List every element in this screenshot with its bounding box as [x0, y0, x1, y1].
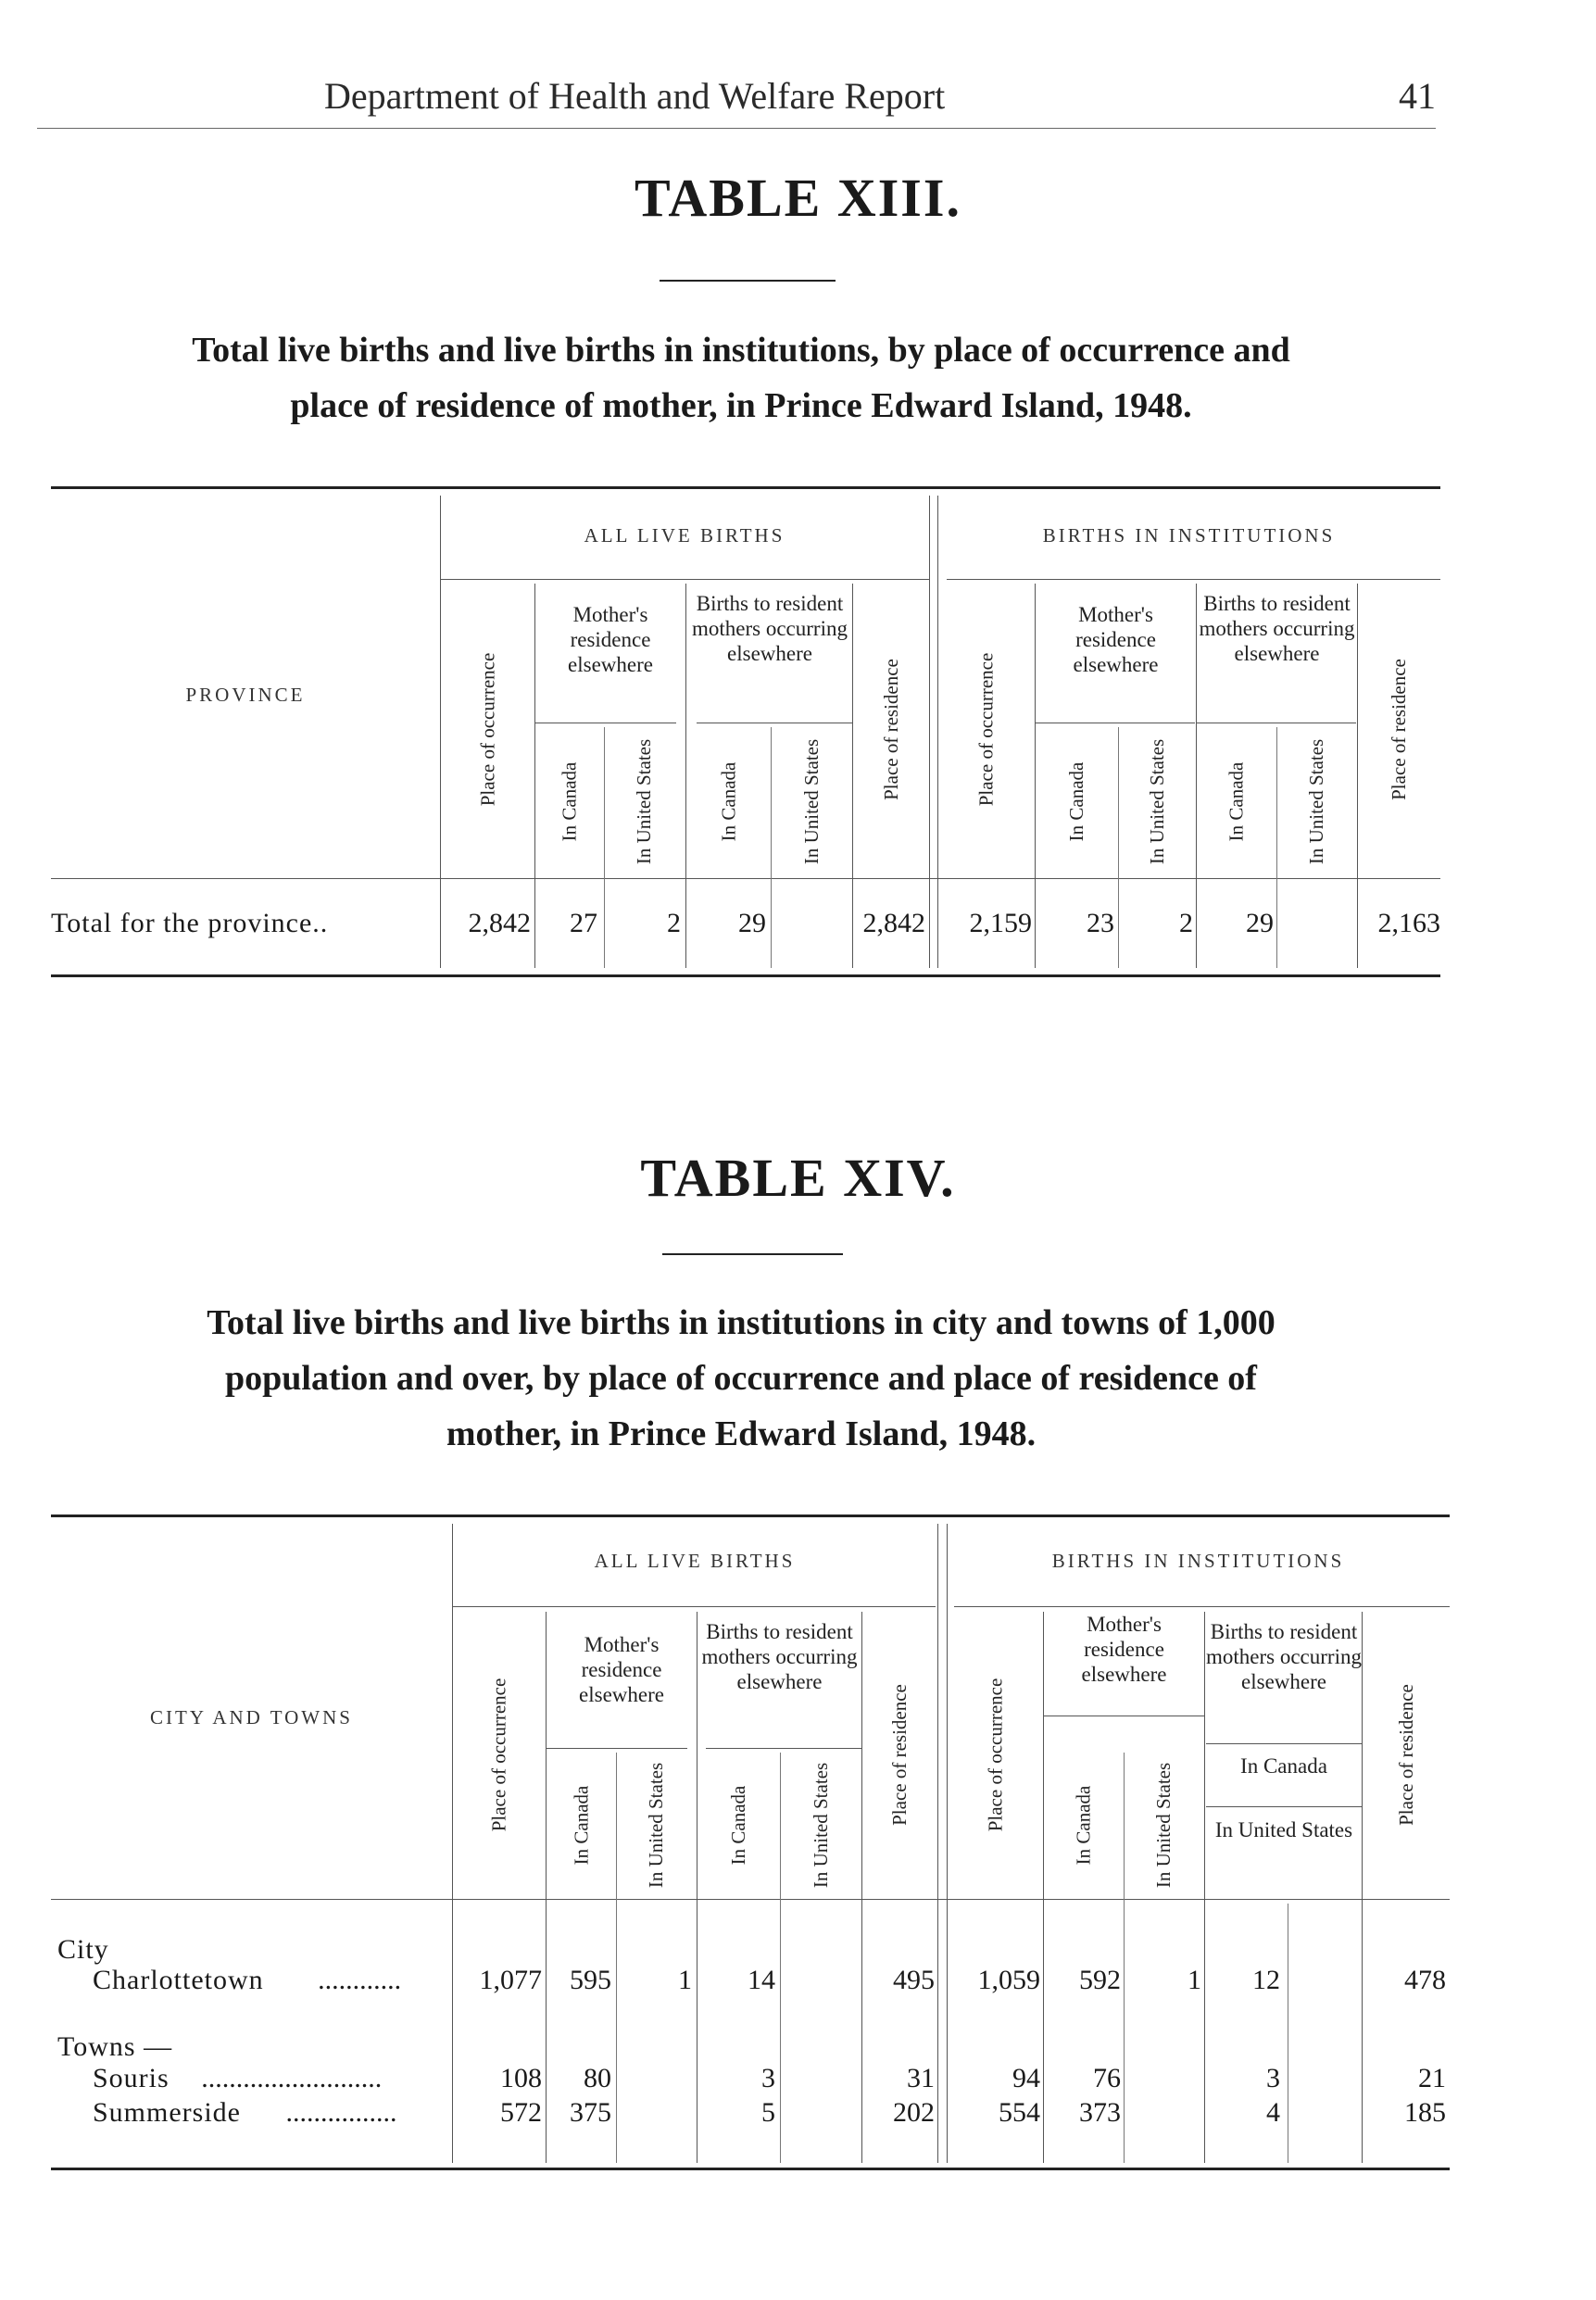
table-13: [0, 0, 1596, 1019]
table-14-cell: 94: [1012, 2063, 1040, 2093]
table-13-head-rule: [51, 878, 1440, 879]
table-14-head-rule: [51, 1899, 1450, 1900]
table-14-col-inst-births-to-resident: Births to resident mothers occurring elsewhere: [1206, 1620, 1362, 1693]
table-14-cell: 1,077: [479, 1965, 542, 1995]
table-14-col-inst-in-united-states: [1125, 1753, 1204, 1897]
table-13-col-in-canada-2: [687, 727, 771, 875]
table-14-cell: 495: [893, 1965, 935, 1995]
table-13-group-rule-left: [440, 579, 929, 580]
table-13-col-inst-place-of-occurrence-label: Place of occurrence: [974, 652, 998, 807]
table-13-col-inst-place-of-residence-label: Place of residence: [1388, 659, 1411, 800]
table-13-cell: 2: [1179, 908, 1193, 938]
table-14-section-city: City: [57, 1934, 109, 1965]
table-14-births-in-institutions-header: BIRTHS IN INSTITUTIONS: [1051, 1550, 1345, 1572]
table-13-col-inst-in-canada-label: In Canada: [1065, 761, 1087, 841]
table-14-vrule: [861, 1612, 862, 2163]
page-number: 41: [1399, 75, 1436, 117]
table-13-col-place-of-occurrence-label: Place of occurrence: [476, 652, 499, 807]
table-14-cell: 554: [999, 2097, 1040, 2128]
table-14-group-rule-left: [452, 1606, 936, 1607]
table-14-col-inst-place-of-occurrence-label: Place of occurrence: [984, 1678, 1006, 1831]
table-14-col-inst-in-united-states-label: In United States: [1152, 1762, 1175, 1888]
table-14-vrule: [616, 1753, 617, 2163]
table-13-title: TABLE XIII.: [635, 168, 961, 228]
table-14-row-label-text: Charlottetown: [93, 1965, 264, 1995]
table-14-cell: 572: [500, 2097, 542, 2128]
table-14-cell: 108: [500, 2063, 542, 2093]
table-14-col-inst-mothers-residence: Mother's residence elsewhere: [1081, 1613, 1167, 1686]
table-13-col-inst-place-of-occurrence: [938, 584, 1035, 875]
table-14-row-label-text: Souris: [93, 2063, 170, 2093]
table-14-cell: 3: [761, 2063, 775, 2093]
table-14-cell: 80: [584, 2063, 611, 2093]
table-14-col-place-of-residence-label: Place of residence: [888, 1683, 911, 1826]
table-14-col-in-canada-2-label: In Canada: [727, 1785, 749, 1865]
table-13-caption-line-1: Total live births and live births in institutions, by place of occurrence and: [192, 331, 1290, 370]
table-13-col-inst-in-canada: [1036, 727, 1118, 875]
table-13-all-live-births-header: ALL LIVE BIRTHS: [584, 524, 785, 547]
table-14-bottom-rule: [51, 2168, 1450, 2170]
table-14-cell: 595: [570, 1965, 611, 1995]
table-14-subrule-2: [706, 1748, 861, 1749]
table-14-col-in-united-states: [617, 1753, 697, 1897]
table-13-col-in-canada: [535, 727, 604, 875]
table-14-vrule: [1043, 1612, 1044, 2163]
table-13-cell: 2,159: [969, 908, 1032, 938]
table-14-col-inst-in-canada-label: In Canada: [1072, 1785, 1095, 1865]
table-14-vrule: [947, 1524, 948, 2163]
table-13-col-inst-in-united-states-label: In United States: [1146, 738, 1168, 864]
table-13-cell: 2,842: [468, 908, 531, 938]
table-14-vrule: [1204, 1612, 1205, 2163]
table-13-cell: 2: [667, 908, 681, 938]
table-14-cell: 76: [1093, 2063, 1121, 2093]
table-13-bottom-rule: [51, 974, 1440, 977]
table-14-vrule: [1124, 1753, 1125, 2163]
table-14-subrule-1: [547, 1748, 687, 1749]
table-14-row-label: [93, 1965, 401, 1996]
table-14-top-rule: [51, 1514, 1450, 1517]
table-14-vrule: [452, 1524, 453, 2163]
table-13-col-in-united-states-2-label: In United States: [800, 738, 823, 864]
table-14-vrule: [780, 1753, 781, 2163]
table-14-cell: 4: [1266, 2097, 1280, 2128]
table-14-caption-line-1: Total live births and live births in institutions in city and towns of 1,000: [207, 1303, 1276, 1342]
table-14-title: TABLE XIV.: [640, 1148, 956, 1208]
table-14-leader-dots: ................: [285, 2097, 397, 2128]
table-13-col-place-of-occurrence: [443, 584, 534, 875]
table-13-col-place-of-residence-label: Place of residence: [879, 659, 902, 800]
table-13-vrule: [440, 496, 441, 968]
table-14-cell: 21: [1418, 2063, 1446, 2093]
table-14-cell: 5: [761, 2097, 775, 2128]
table-14-cell: 375: [570, 2097, 611, 2128]
table-13-col-births-to-resident-mothers: Births to resident mothers occurring elsewhere: [692, 592, 848, 665]
table-13-col-in-united-states-2: [772, 727, 852, 875]
table-14-row-label-text: Summerside: [93, 2097, 241, 2128]
table-13-caption-line-2: place of residence of mother, in Prince Edward Island, 1948.: [290, 386, 1192, 425]
table-14-section-towns: Towns —: [57, 2031, 173, 2062]
table-14-caption-line-3: mother, in Prince Edward Island, 1948.: [446, 1414, 1037, 1453]
table-14-cell: 3: [1266, 2063, 1280, 2093]
table-14-col-inst-place-of-residence: [1363, 1612, 1450, 1897]
table-14-cell: 202: [893, 2097, 935, 2128]
table-14-caption: [37, 1295, 1445, 1462]
table-13-col-inst-in-canada-2: [1197, 727, 1276, 875]
table-13-col-mothers-residence-elsewhere: Mother's residence elsewhere: [568, 603, 653, 676]
table-13-top-rule: [51, 486, 1440, 489]
table-14-leader-dots: ..........................: [201, 2063, 383, 2093]
table-14-cell: 185: [1404, 2097, 1446, 2128]
table-14-col-place-of-occurrence-label: Place of occurrence: [487, 1678, 510, 1831]
table-14-subrule-4: [1206, 1743, 1362, 1744]
table-13-col-inst-in-united-states-2: [1277, 727, 1357, 875]
table-14-cell: 1: [1188, 1965, 1201, 1995]
table-13-cell: 23: [1087, 908, 1114, 938]
table-14-cell: 12: [1252, 1965, 1280, 1995]
table-13-col-inst-births-to-resident: Births to resident mothers occurring elsewhere: [1199, 592, 1355, 665]
table-14-col-inst-place-of-occurrence: [948, 1612, 1043, 1897]
table-14-col-in-canada-label: In Canada: [570, 1785, 592, 1865]
table-13-col-in-canada-label: In Canada: [558, 761, 581, 841]
table-14-vrule: [1362, 1612, 1363, 2163]
table-13-col-inst-place-of-residence: [1358, 584, 1440, 875]
table-14-group-rule-right: [954, 1606, 1450, 1607]
table-14-col-mothers-residence-elsewhere: Mother's residence elsewhere: [579, 1633, 664, 1706]
table-14-stub-header: CITY AND TOWNS: [150, 1706, 353, 1728]
table-14-subrule-5: [1206, 1806, 1362, 1807]
table-13-col-in-canada-2-label: In Canada: [717, 761, 740, 841]
table-13-births-in-institutions-header: BIRTHS IN INSTITUTIONS: [1042, 524, 1336, 547]
table-14-row-label: [93, 2097, 397, 2129]
table-14-col-inst-in-united-states-2: In United States: [1214, 1818, 1353, 1841]
table-13-col-place-of-residence: [853, 584, 929, 875]
table-14-cell: 31: [907, 2063, 935, 2093]
table-14-leader-dots: ............: [318, 1965, 402, 1995]
table-14-cell: 14: [748, 1965, 775, 1995]
table-14-cell: 1: [678, 1965, 692, 1995]
table-14-cell: 1,059: [977, 1965, 1040, 1995]
table-14-cell: 373: [1079, 2097, 1121, 2128]
table-14-col-inst-place-of-residence-label: Place of residence: [1394, 1683, 1417, 1826]
table-14-cell: 478: [1404, 1965, 1446, 1995]
table-14-col-in-canada: [547, 1753, 616, 1897]
table-13-col-in-united-states-label: In United States: [633, 738, 656, 864]
table-14-col-inst-in-canada: [1044, 1753, 1124, 1897]
table-14-vrule: [937, 1524, 938, 2163]
table-13-cell: 27: [570, 908, 597, 938]
table-14-col-in-united-states-2: [781, 1753, 861, 1897]
table-14-vrule: [546, 1612, 547, 2163]
table-13-vrule: [685, 584, 686, 968]
table-13-group-rule-right: [947, 579, 1440, 580]
table-13-cell: 2,842: [862, 908, 925, 938]
table-13-vrule: [929, 496, 930, 968]
table-14-cell: 592: [1079, 1965, 1121, 1995]
table-13-cell: 29: [738, 908, 766, 938]
table-13-cell: 2,163: [1377, 908, 1440, 938]
table-14-col-in-united-states-2-label: In United States: [810, 1762, 832, 1888]
table-14-col-in-united-states-label: In United States: [645, 1762, 668, 1888]
table-13-cell: 29: [1246, 908, 1274, 938]
table-14-col-in-canada-2: [697, 1753, 780, 1897]
table-13-row-label: Total for the province..: [51, 908, 329, 938]
table-13-col-inst-in-united-states: [1119, 727, 1196, 875]
table-13-col-inst-mothers-residence: Mother's residence elsewhere: [1073, 603, 1159, 676]
table-13-stub-header: PROVINCE: [185, 684, 306, 706]
table-14-caption-line-2: population and over, by place of occurrence and place of residence of: [225, 1359, 1257, 1398]
table-13-col-in-united-states: [605, 727, 685, 875]
table-14-col-place-of-occurrence: [454, 1612, 545, 1897]
running-header-title: Department of Health and Welfare Report: [324, 75, 946, 117]
table-14-title-rule: [662, 1253, 843, 1255]
table-14-row-label: [93, 2063, 382, 2094]
table-14-col-place-of-residence: [862, 1612, 937, 1897]
table-14-col-inst-in-canada-2: In Canada: [1240, 1754, 1327, 1778]
table-14-all-live-births-header: ALL LIVE BIRTHS: [594, 1550, 796, 1572]
table-14-col-births-to-resident-mothers: Births to resident mothers occurring elsewhere: [701, 1620, 858, 1693]
table-13-col-inst-in-canada-2-label: In Canada: [1225, 761, 1248, 841]
table-13-col-inst-in-united-states-2-label: In United States: [1305, 738, 1328, 864]
